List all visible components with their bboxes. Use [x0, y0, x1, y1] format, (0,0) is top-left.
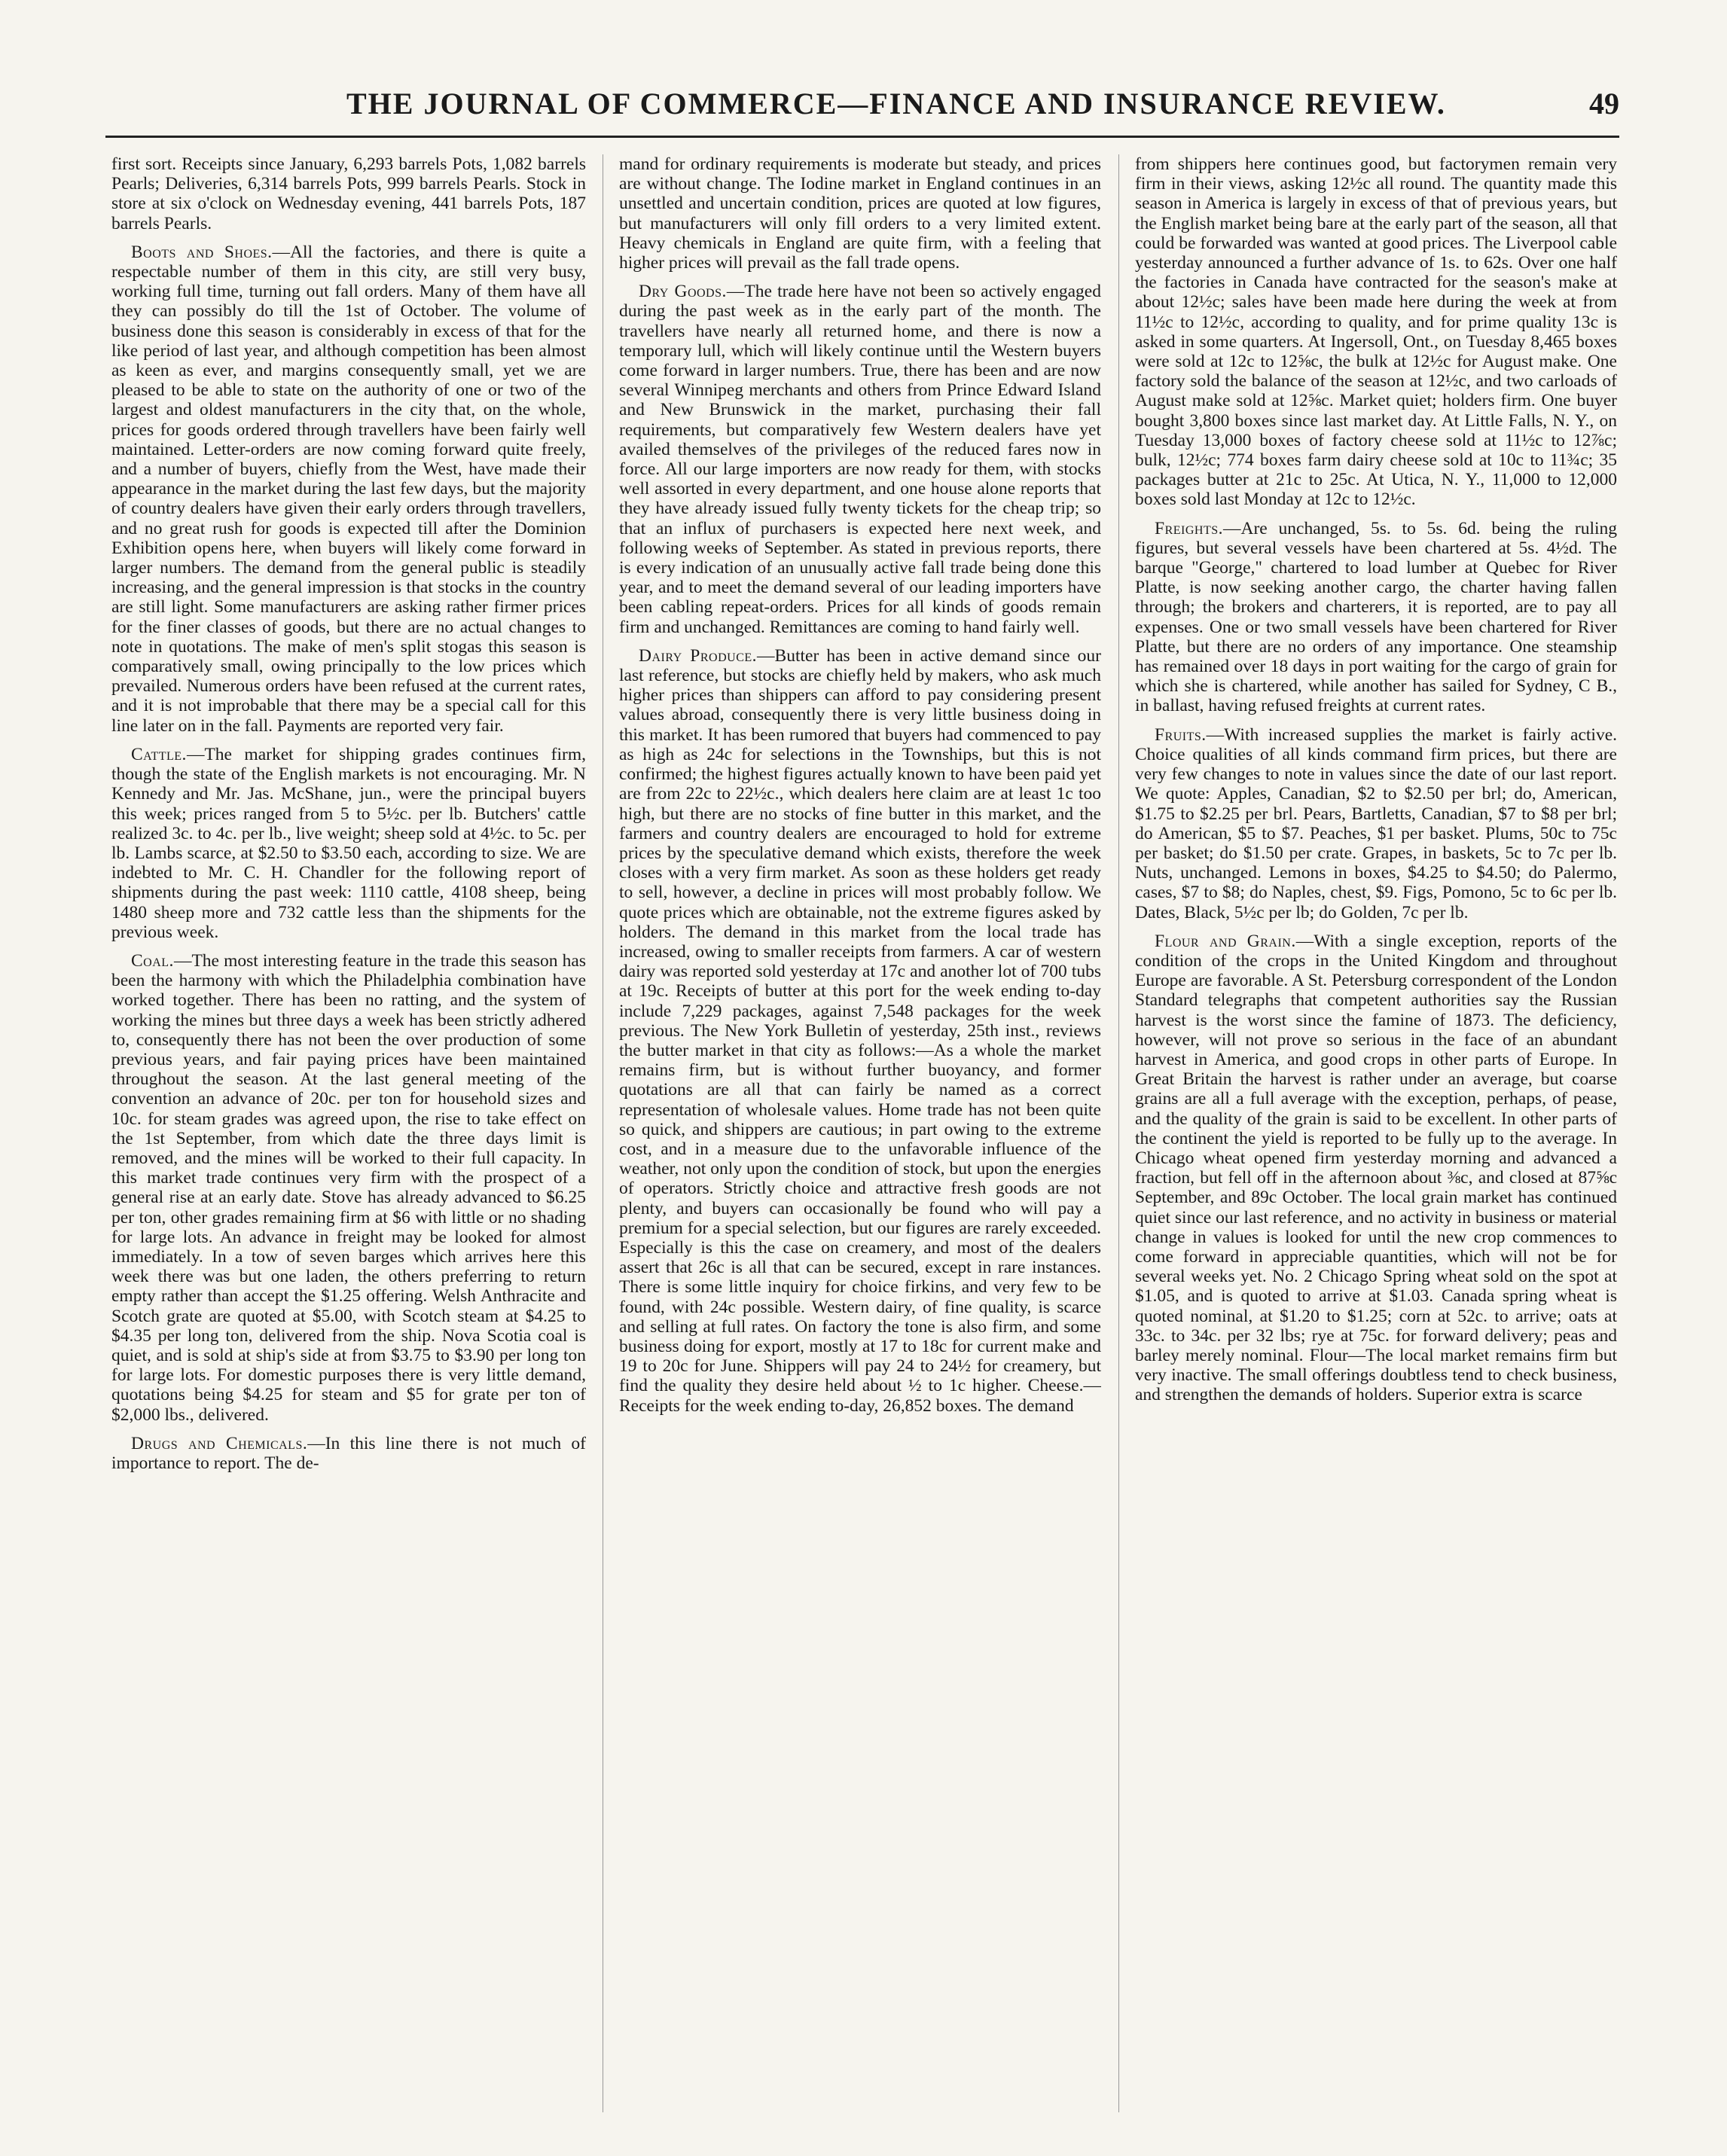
article-paragraph: [111, 154, 586, 233]
column-1: [111, 154, 586, 2112]
column-divider: [1118, 154, 1119, 2112]
column-2: [619, 154, 1101, 2112]
article-paragraph: [111, 745, 586, 942]
article-paragraph: [1135, 154, 1617, 510]
paragraph-text: mand for ordinary requirements is moderate but steady, and prices are without change. The Iodine market in England continues in an unsettled and uncertain condition, prices are quoted at low figures, but manufacturers will only fill orders to a very limited extent. Heavy chemicals in England are quite firm, with a feeling that higher prices will prevail as the fall trade opens.: [619, 154, 1101, 273]
article-paragraph: [111, 242, 586, 736]
header-rule: [105, 136, 1619, 138]
section-heading: Dairy Produce.: [639, 645, 758, 666]
paragraph-text: —The trade here have not been so actively engaged during the past week as in the early part of the month. The travellers have nearly all returned home, and there is now a temporary lull, which will likely continue until the Western buyers come forward in larger numbers. True, there has been and are now several Winnipeg merchants and others from Prince Edward Island and New Brunswick in the market, purchasing their fall requirements, but comparatively few Western dealers have yet availed themselves of the privileges of the reduced fares now in force. All our large importers are now ready for them, with stocks well assorted in every department, and one house alone reports that they have already issued fully twenty tickets for the cheap trip; so that an influx of purchasers is expected here next week, and following weeks of September. As stated in previous reports, there is every indication of an unusually active fall trade being done this year, and to meet the demand several of our leading importers have been cabling repeat-orders. Prices for all kinds of goods remain firm and unchanged. Remittances are coming to hand fairly well.: [619, 282, 1101, 637]
section-heading: Fruits.: [1155, 724, 1207, 745]
column-3: [1135, 154, 1617, 2112]
article-paragraph: [619, 282, 1101, 637]
article-paragraph: [1135, 725, 1617, 922]
article-paragraph: [1135, 932, 1617, 1405]
paragraph-text: from shippers here continues good, but factorymen remain very firm in their views, asking 12½c all round. The quantity made this season in America is largely in excess of that of previous years, but the English market being bare at the early part of the season, all that could be forwarded was wanted at good prices. The Liverpool cable yesterday announced a further advance of 1s. to 62s. Over one half the factories in Canada have contracted for the season's make at about 12½c; sales have been made here during the week at from 11½c to 12½c, according to quality, and for prime quality 13c is asked in some quarters. At Ingersoll, Ont., on Tuesday 8,465 boxes were sold at 12c to 12⅝c, the bulk at 12½c for August make. One factory sold the balance of the season at 12½c, and two carloads of August make sold at 12⅝c. Market quiet; holders firm. One buyer bought 3,800 boxes since last market day. At Little Falls, N. Y., on Tuesday 13,000 boxes of factory cheese sold at 11½c to 12⅞c; bulk, 12½c; 774 boxes farm dairy cheese sold at 10c to 11¾c; 35 packages butter at 21c to 25c. At Utica, N. Y., 11,000 to 12,000 boxes sold last Monday at 12c to 12½c.: [1135, 154, 1617, 510]
article-paragraph: [619, 646, 1101, 1416]
paragraph-text: —With a single exception, reports of the condition of the crops in the United Kingdom and throughout Europe are favorable. A St. Petersburg correspondent of the London Standard telegraphs that competent authorities say the Russian harvest is the worst since the famine of 1873. The deficiency, however, will not prove so serious in the face of an abundant harvest in America, and good crops in other parts of Europe. In Great Britain the harvest is rather under an average, but coarse grains are all a full average with the exception, perhaps, of pease, and the quality of the grain is said to be excellent. In other parts of the continent the yield is reported to be fully up to the average. In Chicago wheat opened firm yesterday morning and advanced a fraction, but fell off in the afternoon about ⅜c, and closed at 87⅝c September, and 89c October. The local grain market has continued quiet since our last reference, and no activity in business or material change in values is looked for until the new crop commences to come forward in appreciable quantities, which will not be for several weeks yet. No. 2 Chicago Spring wheat sold on the spot at $1.05, and is quoted to arrive at $1.03. Canada spring wheat is quoted nominal, at $1.20 to $1.25; corn at 52c. to arrive; oats at 33c. to 34c. per 32 lbs; rye at 75c. for forward delivery; peas and barley merely nominal. Flour—The local market remains firm but very inactive. The small offerings doubtless tend to check business, and strengthen the demands of holders. Superior extra is scarce: [1135, 931, 1617, 1405]
paragraph-text: —All the factories, and there is quite a respectable number of them in this city, are still very busy, working full time, turning out fall orders. Many of them have all they can possibly do till the 1st of October. The volume of business done this season is considerably in excess of that for the like period of last year, and although competition has been almost as keen as ever, and margins consequently small, yet we are pleased to be able to state on the authority of one or two of the largest and oldest manufacturers in the city that, on the whole, prices for goods ordered through travellers have been fairly well maintained. Letter-orders are now coming forward quite freely, and a number of buyers, chiefly from the West, have made their appearance in the market during the last few days, but the majority of country dealers have given their early orders through travellers, and no great rush for goods is expected till after the Dominion Exhibition opens here, when buyers will likely come forward in larger numbers. The demand from the general public is steadily increasing, and the general impression is that stocks in the country are still light. Some manufacturers are asking rather firmer prices for the finer classes of goods, but there are no actual changes to note in quotations. The make of men's split stogas this season is comparatively small, owing principally to the low prices which prevailed. Numerous orders have been refused at the current rates, and it is not improbable that there may be a special call for this line later on in the fall. Payments are reported very fair.: [111, 242, 586, 736]
paragraph-text: —Are unchanged, 5s. to 5s. 6d. being the ruling figures, but several vessels have been chartered at 5s. 4½d. The barque "George," chartered to load lumber at Quebec for River Platte, is now seeking another cargo, the charter having fallen through; the brokers and charterers, it is reported, are to pay all expenses. One or two small vessels have been chartered for River Platte, but there are no orders of any importance. One steamship has remained over 18 days in port waiting for the cargo of grain for which she is chartered, while another has sailed for Sydney, C B., in ballast, having refused freights at current rates.: [1135, 518, 1617, 716]
article-paragraph: [1135, 519, 1617, 716]
paragraph-text: —In this line there is not much of importance to report. The de-: [111, 1433, 586, 1473]
paragraph-text: —Butter has been in active demand since our last reference, but stocks are chiefly held by makers, who ask much higher prices than shippers can afford to pay considering present values abroad, consequently there is very little business doing in this market. It has been rumored that buyers had commenced to pay as high as 24c for selections in the Townships, but this is not confirmed; the highest figures actually known to have been paid yet are from 22c to 22½c., which dealers here claim are at least 1c too high, but there are no stocks of fine butter in this market, and the farmers and country dealers are encouraged to hold for extreme prices by the speculative demand which exists, therefore the week closes with a very firm market. As soon as these holders get ready to sell, however, a decline in prices will most probably follow. We quote prices which are obtainable, not the extreme figures asked by holders. The demand in this market from the local trade has increased, owing to smaller receipts from farmers. A car of western dairy was reported sold yesterday at 17c and another lot of 700 tubs at 19c. Receipts of butter at this port for the week ending to-day include 7,229 packages, against 7,548 packages for the week previous. The New York Bulletin of yesterday, 25th inst., reviews the butter market in that city as follows:—As a whole the market remains firm, but is without further buoyancy, and former quotations are all that can fairly be named as a correct representation of wholesale values. Home trade has not been quite so quick, and shippers are cautious; in part owing to the extreme cost, and in a measure due to the unfavorable influence of the weather, not only upon the condition of stock, but upon the energies of operators. Strictly choice and attractive fresh goods are not plenty, and buyers can occasionally be found who will pay a premium for a special selection, but our figures are rarely exceeded. Especially is this the case on creamery, and most of the dealers assert that 26c is all that can be secured, except in rare instances. There is some little inquiry for choice firkins, and very few to be found, with 24c possible. Western dairy, of fine quality, is scarce and selling at full rates. On factory the tone is also firm, and some business doing for export, mostly at 17 to 18c for current make and 19 to 20c for June. Shippers will pay 24 to 24½ for creamery, but find the quality they desire held about ½ to 1c higher. Cheese.—Receipts for the week ending to-day, 26,852 boxes. The demand: [619, 645, 1101, 1416]
article-paragraph: [619, 154, 1101, 273]
section-heading: Flour and Grain.: [1155, 931, 1296, 951]
page-header: [105, 81, 1619, 127]
section-heading: Coal.: [131, 950, 174, 971]
section-heading: Freights.: [1155, 518, 1223, 538]
section-heading: Boots and Shoes.: [131, 242, 273, 262]
section-heading: Dry Goods.: [639, 282, 727, 302]
paragraph-text: —The most interesting feature in the trade this season has been the harmony with which the Philadelphia combination have worked together. There has been no ratting, and the system of working the mines but three days a week has been strictly adhered to, consequently there has not been the over production of some previous years, and fair paying prices have been maintained throughout the season. At the last general meeting of the convention an advance of 20c. per ton for household sizes and 10c. for steam grades was agreed upon, the rise to take effect on the 1st September, from which date the three days limit is removed, and the mines will be worked to their full capacity. In this market trade continues very firm with the prospect of a general rise at an early date. Stove has already advanced to $6.25 per ton, other grades remaining firm at $6 with little or no shading for large lots. An advance in freight may be looked for almost immediately. In a tow of seven barges which arrives here this week there was but one laden, the others preferring to return empty rather than accept the $1.25 offering. Welsh Anthracite and Scotch grate are quoted at $5.00, with Scotch steam at $4.25 to $4.35 per long ton, delivered from the ship. Nova Scotia coal is quiet, and is sold at ship's side at from $3.75 to $3.90 per long ton for large lots. For domestic purposes there is very little demand, quotations being $4.25 for steam and $5 for grate per ton of $2,000 lbs., delivered.: [111, 950, 586, 1425]
paragraph-text: —With increased supplies the market is fairly active. Choice qualities of all kinds command firm prices, but there are very few changes to note in values since the date of our last report. We quote: Apples, Canadian, $2 to $2.50 per brl; do, American, $1.75 to $2.25 per brl. Pears, Bartletts, Canadian, $7 to $8 per brl; do American, $5 to $7. Peaches, $1 per basket. Plums, 50c to 75c per basket; do $1.50 per crate. Grapes, in baskets, 5c to 7c per lb. Nuts, unchanged. Lemons in boxes, $4.25 to $4.50; do Palermo, cases, $7 to $8; do Naples, chest, $9. Figs, Pomono, 5c to 6c per lb. Dates, Black, 5½c per lb; do Golden, 7c per lb.: [1135, 724, 1617, 922]
journal-title: THE JOURNAL OF COMMERCE—FINANCE AND INSURANCE REVIEW.: [346, 87, 1446, 120]
section-heading: Drugs and Chemicals.: [131, 1433, 308, 1453]
article-paragraph: [111, 951, 586, 1425]
article-paragraph: [111, 1434, 586, 1473]
section-heading: Cattle.: [131, 744, 187, 764]
page-number: 49: [1589, 87, 1619, 120]
paragraph-text: first sort. Receipts since January, 6,293 barrels Pots, 1,082 barrels Pearls; Deliveries, 6,314 barrels Pots, 999 barrels Pearls. Stock in store at six o'clock on Wednesday evening, 441 barrels Pots, 187 barrels Pearls.: [111, 154, 586, 233]
paragraph-text: —The market for shipping grades continues firm, though the state of the English markets is not encouraging. Mr. N Kennedy and Mr. Jas. McShane, jun., were the principal buyers this week; prices ranged from 5 to 5½c. per lb. Butchers' cattle realized 3c. to 4c. per lb., live weight; sheep sold at 4½c. to 5c. per lb. Lambs scarce, at $2.50 to $3.50 each, according to size. We are indebted to Mr. C. H. Chandler for the following report of shipments during the past week: 1110 cattle, 4108 sheep, being 1480 sheep more and 732 cattle less than the shipments for the previous week.: [111, 744, 586, 942]
